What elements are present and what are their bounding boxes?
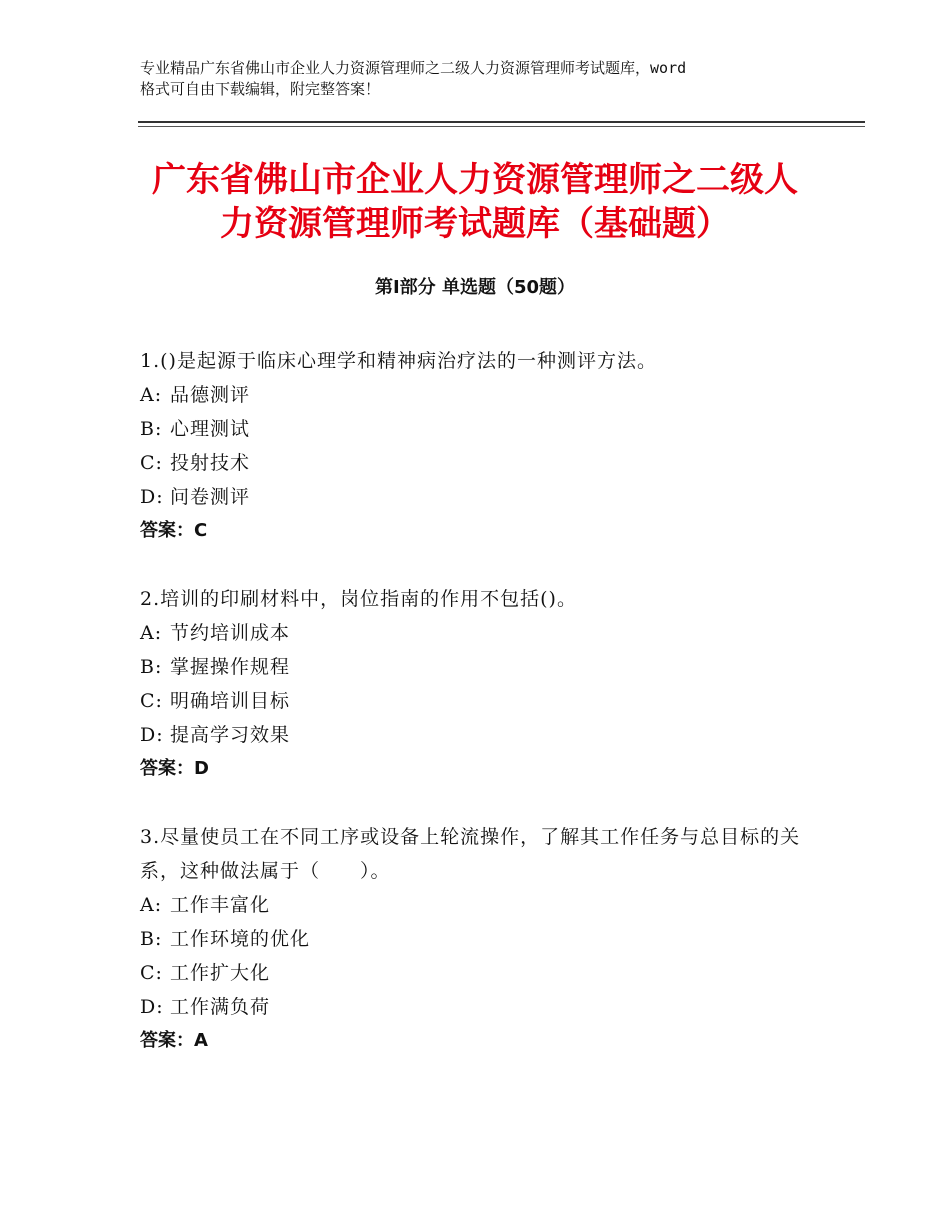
option-text: 工作满负荷 xyxy=(170,996,271,1018)
option-c xyxy=(140,684,820,718)
option-b xyxy=(140,412,820,446)
option-b xyxy=(140,650,820,684)
option-a xyxy=(140,378,820,412)
option-letter: C: xyxy=(140,690,163,712)
header-divider-thin xyxy=(138,126,865,127)
question-list xyxy=(140,344,820,1092)
option-text: 问卷测评 xyxy=(170,486,251,508)
question-1 xyxy=(140,344,820,548)
option-text: 投射技术 xyxy=(170,452,251,474)
option-text: 工作环境的优化 xyxy=(170,928,311,950)
option-d xyxy=(140,990,820,1024)
question-stem: 2.培训的印刷材料中，岗位指南的作用不包括()。 xyxy=(140,588,577,610)
option-letter: D: xyxy=(140,486,164,508)
question-stem: 1.()是起源于临床心理学和精神病治疗法的一种测评方法。 xyxy=(140,350,657,372)
header-note xyxy=(140,58,840,100)
question-2 xyxy=(140,582,820,786)
option-letter: B: xyxy=(140,418,163,440)
option-letter: B: xyxy=(140,656,163,678)
option-letter: D: xyxy=(140,724,164,746)
option-d xyxy=(140,718,820,752)
option-letter: C: xyxy=(140,452,163,474)
answer-label: 答案：D xyxy=(140,758,209,779)
option-c xyxy=(140,446,820,480)
header-note-line-1: 专业精品广东省佛山市企业人力资源管理师之二级人力资源管理师考试题库，word xyxy=(140,59,687,77)
option-letter: C: xyxy=(140,962,163,984)
header-divider-thick xyxy=(138,121,865,123)
header-note-line-2: 格式可自由下载编辑，附完整答案！ xyxy=(140,80,381,98)
option-letter: D: xyxy=(140,996,164,1018)
question-stem: 3.尽量使员工在不同工序或设备上轮流操作，了解其工作任务与总目标的关系，这种做法属于（ ）。 xyxy=(140,826,801,882)
option-letter: B: xyxy=(140,928,163,950)
option-text: 提高学习效果 xyxy=(170,724,291,746)
option-text: 明确培训目标 xyxy=(170,690,291,712)
option-a xyxy=(140,616,820,650)
section-title: 第Ⅰ部分 单选题（50题） xyxy=(374,277,575,298)
answer-label: 答案：C xyxy=(140,520,208,541)
option-text: 工作丰富化 xyxy=(170,894,271,916)
option-text: 掌握操作规程 xyxy=(170,656,291,678)
option-letter: A: xyxy=(140,894,163,916)
option-letter: A: xyxy=(140,622,163,644)
option-text: 工作扩大化 xyxy=(170,962,271,984)
option-a xyxy=(140,888,820,922)
option-c xyxy=(140,956,820,990)
option-text: 心理测试 xyxy=(170,418,251,440)
option-b xyxy=(140,922,820,956)
document-title xyxy=(90,158,860,246)
option-letter: A: xyxy=(140,384,163,406)
question-3 xyxy=(140,820,820,1058)
option-d xyxy=(140,480,820,514)
document-title-line-1: 广东省佛山市企业人力资源管理师之二级人 xyxy=(152,160,798,200)
answer-label: 答案：A xyxy=(140,1030,208,1051)
document-title-line-2: 力资源管理师考试题库（基础题） xyxy=(220,204,730,244)
option-text: 节约培训成本 xyxy=(170,622,291,644)
option-text: 品德测评 xyxy=(170,384,251,406)
